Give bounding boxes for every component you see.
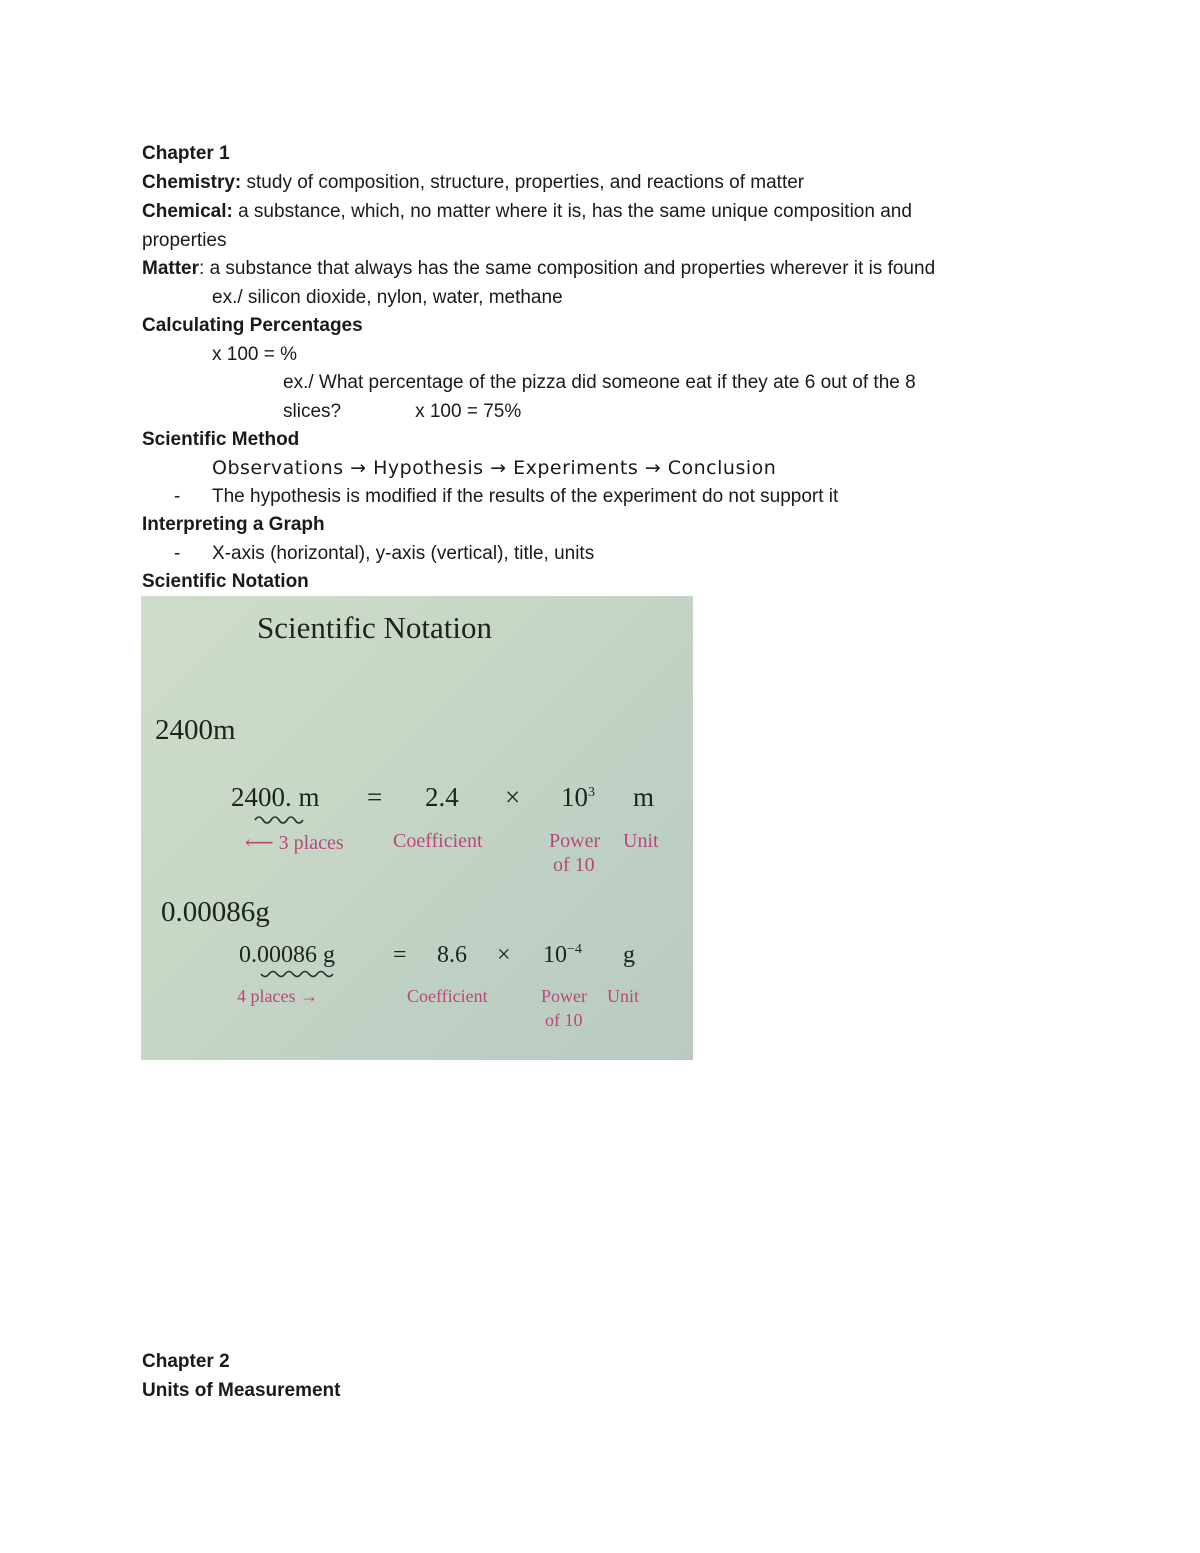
photo-title: Scientific Notation: [257, 610, 493, 645]
example-1-places-label: ⟵ 3 places: [245, 832, 344, 854]
example-1-unit: m: [633, 782, 655, 812]
percentage-example-line1: ex./ What percentage of the pizza did someone eat if they ate 6 out of the 8: [283, 372, 916, 393]
interpreting-graph-heading: Interpreting a Graph: [142, 514, 325, 535]
example-2-places-label: 4 places →: [237, 986, 318, 1006]
chapter-2-heading: Chapter 2: [142, 1351, 230, 1372]
example-2-power-label-2: of 10: [545, 1010, 583, 1030]
graph-bullet: [0, 540, 1200, 568]
example-2-coefficient: 8.6: [437, 942, 467, 968]
chemistry-term: Chemistry:: [142, 172, 242, 193]
percentage-example-line2: [283, 398, 521, 426]
example-2-base: 10: [543, 942, 567, 968]
example-2-power-label-1: Power: [541, 986, 587, 1006]
percentage-example-slices: slices?: [283, 401, 342, 422]
example-1-lhs: 2400. m: [231, 782, 320, 812]
bullet-dash: -: [174, 543, 181, 564]
chemical-definition: [142, 198, 912, 226]
scientific-notation-photo: [141, 596, 693, 1060]
example-2-unit-label: Unit: [607, 986, 640, 1006]
example-2-label: 0.00086g: [161, 896, 270, 928]
example-1-times: ×: [505, 782, 521, 812]
chemistry-def: study of composition, structure, properties, and reactions of matter: [241, 172, 805, 193]
example-2-squiggle: [259, 968, 339, 980]
chemical-def-line2: properties: [142, 230, 227, 251]
calculating-percentages-heading: Calculating Percentages: [142, 315, 363, 336]
example-1-power-label-1: Power: [549, 830, 601, 852]
scientific-method-bullet: [0, 483, 1200, 511]
scientific-method-note: The hypothesis is modified if the results of the experiment do not support it: [212, 486, 839, 507]
chemistry-definition: [142, 169, 804, 197]
example-2-lhs: 0.00086 g: [239, 942, 335, 968]
example-2-power: [543, 942, 582, 969]
example-1-base: 10: [561, 782, 588, 812]
chemical-term: Chemical:: [142, 201, 233, 222]
example-1-power-label-2: of 10: [553, 854, 595, 876]
example-1-label: 2400m: [155, 714, 236, 746]
scientific-method-heading: Scientific Method: [142, 429, 300, 450]
matter-definition: [142, 255, 935, 283]
example-1-squiggle: [253, 812, 309, 824]
example-2-times: ×: [497, 942, 511, 968]
percentage-formula: x 100 = %: [212, 344, 298, 365]
units-of-measurement-heading: Units of Measurement: [142, 1380, 341, 1401]
bullet-dash: -: [174, 486, 181, 507]
example-1-power: [561, 782, 595, 813]
example-2-equals: =: [393, 942, 407, 968]
example-2-exponent: −4: [567, 942, 582, 957]
scientific-notation-heading: Scientific Notation: [142, 571, 309, 592]
example-1-exponent: 3: [588, 785, 595, 800]
graph-note: X-axis (horizontal), y-axis (vertical), title, units: [212, 543, 595, 564]
example-1-coefficient-label: Coefficient: [393, 830, 483, 852]
percentage-example-result: x 100 = 75%: [415, 401, 522, 422]
example-1-coefficient: 2.4: [425, 782, 459, 812]
example-1-unit-label: Unit: [623, 830, 659, 852]
example-2-unit: g: [623, 942, 635, 968]
chapter-1-heading: Chapter 1: [142, 143, 230, 164]
matter-def: : a substance that always has the same composition and properties wherever it is found: [199, 258, 936, 279]
scientific-method-steps: Observations → Hypothesis → Experiments → Conclusion: [212, 457, 777, 479]
example-2-coefficient-label: Coefficient: [407, 986, 488, 1006]
matter-example: ex./ silicon dioxide, nylon, water, methane: [212, 287, 563, 308]
matter-term: Matter: [142, 258, 200, 279]
chemical-def-line1: a substance, which, no matter where it is, has the same unique composition and: [232, 201, 912, 222]
example-1-equals: =: [367, 782, 383, 812]
